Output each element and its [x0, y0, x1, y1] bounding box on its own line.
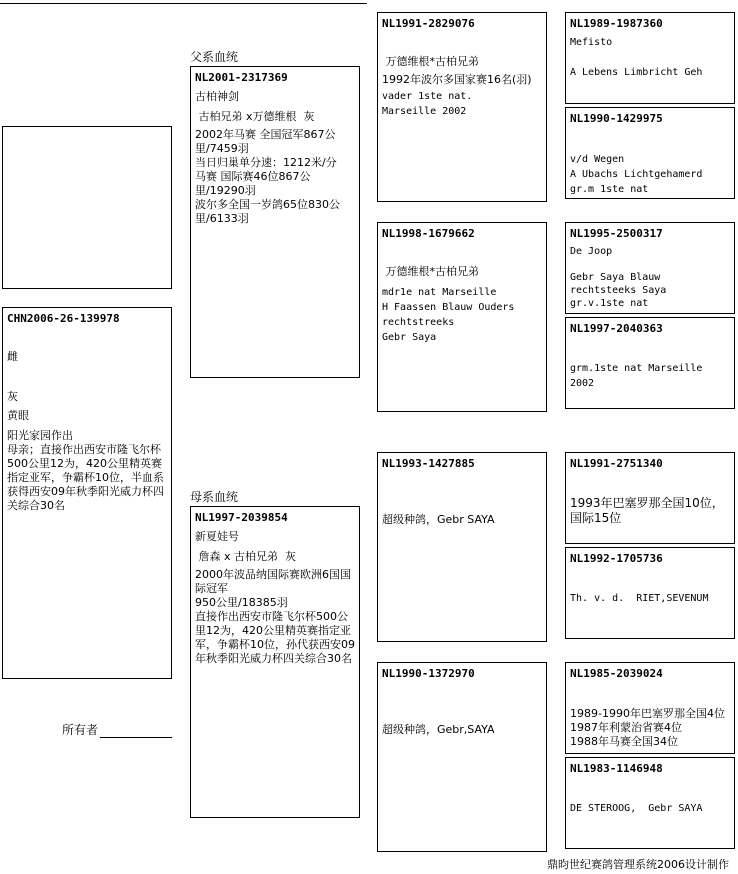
ggp-text-5: 1993年巴塞罗那全国10位，国际15位	[570, 496, 724, 525]
ggp-text-2: v/d Wegen A Ubachs Lichtgehamerd gr.m 1ste nat	[570, 154, 703, 195]
top-rule	[0, 0, 367, 4]
sire-parents: 古柏兄弟 x万德维根 灰	[195, 110, 315, 123]
grandsire-paternal-line2: 1992年波尔多国家赛16名(羽)	[382, 73, 532, 86]
ggp-text-3: De Joop Gebr Saya Blauw rechtsteeks Saya gr.v.1ste nat	[570, 246, 667, 309]
sire-notes: 2002年马赛 全国冠军867公里/7459羽 当日归巢单分速：1212米/分 马赛 国际赛46位867公里/19290羽 波尔多全国一岁鸽65位830公里/6133羽	[195, 128, 340, 225]
ggp-text-7: 1989-1990年巴塞罗那全国4位 1987年利蒙治省赛4位 1988年马赛全国34位	[570, 707, 725, 748]
subject-card	[2, 307, 172, 679]
photo-frame	[2, 126, 172, 289]
grandsire-paternal-card	[377, 12, 547, 202]
subject-color: 灰	[7, 390, 18, 403]
ggp-ring-5: NL1991-2751340	[570, 457, 663, 470]
grandsire-maternal-card	[377, 452, 547, 642]
footer-credit: 鼎昀世纪赛鸽管理系统2006设计制作	[547, 858, 729, 871]
dam-parents: 詹森 x 古柏兄弟 灰	[195, 550, 296, 563]
grandsire-paternal-ring: NL1991-2829076	[382, 17, 475, 30]
sire-card	[190, 66, 360, 378]
ggp-card-7	[565, 662, 735, 754]
grandsire-maternal-line1: 超级种鸽，Gebr SAYA	[382, 513, 495, 526]
ggp-card-1	[565, 12, 735, 104]
ggp-ring-6: NL1992-1705736	[570, 552, 663, 565]
granddam-maternal-card	[377, 662, 547, 852]
sire-ring: NL2001-2317369	[195, 71, 288, 84]
ggp-text-1: Mefisto A Lebens Limbricht Geh	[570, 37, 703, 78]
owner-label	[62, 721, 172, 738]
sire-name: 古柏神剑	[195, 90, 239, 103]
ggp-card-3	[565, 222, 735, 314]
granddam-maternal-line1: 超级种鸽，Gebr,SAYA	[382, 723, 495, 736]
ggp-card-5	[565, 452, 735, 544]
ggp-ring-2: NL1990-1429975	[570, 112, 663, 125]
granddam-paternal-card	[377, 222, 547, 412]
owner-line	[100, 737, 172, 738]
dam-line-label: 母系血统	[190, 490, 239, 504]
subject-notes: 阳光家园作出 母亲；直接作出西安市隆飞尔杯500公里12为，420公里精英赛指定亚军，争霸杯10位，半血系获得西安09年秋季阳光威力杯四关综合30名	[7, 429, 164, 512]
granddam-paternal-ring: NL1998-1679662	[382, 227, 475, 240]
ggp-ring-1: NL1989-1987360	[570, 17, 663, 30]
grandsire-paternal-line1: 万德维根*古柏兄弟	[382, 55, 479, 68]
ggp-text-8: DE STEROOG, Gebr SAYA	[570, 803, 703, 814]
grandsire-maternal-ring: NL1993-1427885	[382, 457, 475, 470]
granddam-paternal-line2: mdr1e nat Marseille H Faassen Blauw Ouders rechtstreeks Gebr Saya	[382, 287, 515, 343]
sire-line-label: 父系血统	[190, 50, 239, 64]
ggp-ring-3: NL1995-2500317	[570, 227, 663, 240]
ggp-text-6: Th. v. d. RIET,SEVENUM	[570, 593, 709, 604]
subject-ring: CHN2006-26-139978	[7, 312, 120, 325]
ggp-ring-8: NL1983-1146948	[570, 762, 663, 775]
ggp-text-4: grm.1ste nat Marseille 2002	[570, 363, 703, 389]
dam-notes: 2000年波品纳国际赛欧洲6国国际冠军 950公里/18385羽 直接作出西安市隆飞尔杯500公里12为，420公里精英赛指定亚军，争霸杯10位，孙代获西安09年秋季阳光威力杯四关综合30名	[195, 568, 355, 665]
granddam-paternal-line1: 万德维根*古柏兄弟	[382, 265, 479, 278]
ggp-card-6	[565, 547, 735, 639]
ggp-card-4	[565, 317, 735, 409]
owner-text: 所有者	[62, 723, 99, 737]
ggp-ring-4: NL1997-2040363	[570, 322, 663, 335]
granddam-maternal-ring: NL1990-1372970	[382, 667, 475, 680]
dam-card	[190, 506, 360, 818]
ggp-card-8	[565, 757, 735, 849]
ggp-card-2	[565, 107, 735, 199]
dam-ring: NL1997-2039854	[195, 511, 288, 524]
grandsire-paternal-line3: vader 1ste nat. Marseille 2002	[382, 91, 473, 117]
subject-sex: 雌	[7, 350, 18, 363]
dam-name: 新夏娃号	[195, 530, 239, 543]
ggp-ring-7: NL1985-2039024	[570, 667, 663, 680]
subject-eye: 黄眼	[7, 409, 29, 422]
